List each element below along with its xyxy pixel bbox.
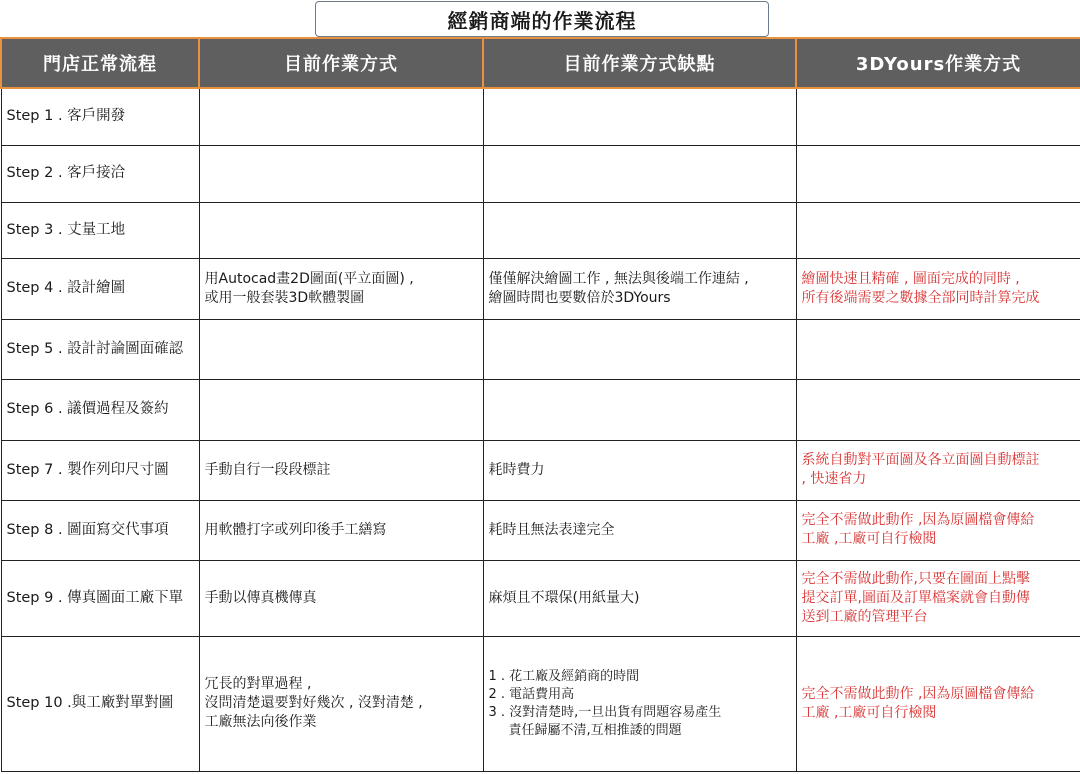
cell-line: 所有後端需要之數據全部同時計算完成	[801, 289, 1040, 306]
workflow-table	[0, 37, 1080, 772]
drawbacks-cell	[483, 440, 796, 500]
current-method-cell	[199, 145, 483, 202]
cell-line: 繪圖快速且精確 , 圖面完成的同時 ,	[801, 270, 1020, 287]
current-method-cell	[199, 258, 483, 319]
cell-line: 手動自行一段段標註	[204, 461, 331, 478]
drawbacks-cell	[483, 319, 796, 379]
header-3dyours-method: 3DYours作業方式	[796, 38, 1080, 88]
cell-line: 耗時費力	[488, 461, 545, 478]
table-row	[1, 258, 1080, 319]
step-cell: Step 3 . 丈量工地	[1, 202, 199, 258]
cell-line: 僅僅解決繪圖工作 , 無法與後端工作連結 ,	[488, 270, 749, 287]
solution-cell	[796, 440, 1080, 500]
cell-line: 或用一般套裝3D軟體製圖	[204, 289, 365, 306]
cell-line: 工廠無法向後作業	[204, 714, 317, 730]
step-cell: Step 8 . 圖面寫交代事項	[1, 500, 199, 560]
cell-line: 工廠 ,工廠可自行檢閱	[801, 704, 937, 721]
current-method-cell	[199, 88, 483, 145]
cell-line: 麻煩且不環保(用紙量大)	[488, 589, 640, 606]
cell-line: , 快速省力	[801, 471, 867, 487]
table-row	[1, 560, 1080, 636]
list-item: 3 . 沒對清楚時,一旦出貨有問題容易產生	[488, 704, 722, 720]
cell-line: 耗時且無法表達完全	[488, 521, 615, 538]
cell-line: 工廠 ,工廠可自行檢閱	[801, 531, 937, 547]
table-row	[1, 636, 1080, 771]
step-cell: Step 2 . 客戶接洽	[1, 145, 199, 202]
table-header-row	[1, 38, 1080, 88]
step-cell: Step 10 .與工廠對單對圖	[1, 636, 199, 771]
drawbacks-cell	[483, 379, 796, 440]
cell-line: 完全不需做此動作 ,因為原圖檔會傳給	[801, 512, 1035, 528]
table-row	[1, 440, 1080, 500]
table-row	[1, 145, 1080, 202]
current-method-cell	[199, 379, 483, 440]
list-item: 1 . 花工廠及經銷商的時間	[488, 668, 640, 684]
solution-cell	[796, 500, 1080, 560]
header-store-workflow: 門店正常流程	[1, 38, 199, 88]
drawbacks-cell	[483, 636, 796, 771]
cell-line: 完全不需做此動作,只要在圖面上點擊	[801, 570, 1030, 587]
cell-line: 手動以傳真機傳真	[204, 589, 317, 606]
table-row	[1, 319, 1080, 379]
cell-line: 繪圖時間也要數倍於3DYours	[488, 289, 671, 306]
step-cell: Step 5 . 設計討論圖面確認	[1, 319, 199, 379]
table-row	[1, 202, 1080, 258]
header-current-drawbacks: 目前作業方式缺點	[483, 38, 796, 88]
drawbacks-cell	[483, 88, 796, 145]
current-method-cell	[199, 636, 483, 771]
current-method-cell	[199, 202, 483, 258]
solution-cell	[796, 560, 1080, 636]
step-cell: Step 4 . 設計繪圖	[1, 258, 199, 319]
solution-cell	[796, 258, 1080, 319]
step-cell: Step 1 . 客戶開發	[1, 88, 199, 145]
cell-line: 冗長的對單過程 ,	[204, 676, 312, 692]
drawbacks-cell	[483, 560, 796, 636]
table-row	[1, 379, 1080, 440]
step-cell: Step 9 . 傳真圖面工廠下單	[1, 560, 199, 636]
drawbacks-cell	[483, 500, 796, 560]
drawbacks-cell	[483, 145, 796, 202]
cell-line: 沒問清楚還要對好幾次 , 沒對清楚 ,	[204, 695, 423, 711]
solution-cell	[796, 636, 1080, 771]
drawbacks-cell	[483, 202, 796, 258]
current-method-cell	[199, 560, 483, 636]
list-item-continuation: 責任歸屬不清,互相推諉的問題	[508, 722, 682, 738]
cell-line: 用軟體打字或列印後手工繕寫	[204, 521, 387, 538]
solution-cell	[796, 88, 1080, 145]
step-cell: Step 6 . 議價過程及簽約	[1, 379, 199, 440]
solution-cell	[796, 202, 1080, 258]
step-cell: Step 7 . 製作列印尺寸圖	[1, 440, 199, 500]
list-item: 2 . 電話費用高	[488, 686, 575, 702]
cell-line: 完全不需做此動作 ,因為原圖檔會傳給	[801, 685, 1035, 702]
solution-cell	[796, 319, 1080, 379]
page-title: 經銷商端的作業流程	[315, 1, 769, 37]
drawbacks-cell	[483, 258, 796, 319]
header-current-method: 目前作業方式	[199, 38, 483, 88]
cell-line: 用Autocad畫2D圖面(平立面圖) ,	[204, 270, 414, 287]
table-row	[1, 500, 1080, 560]
current-method-cell	[199, 500, 483, 560]
solution-cell	[796, 379, 1080, 440]
table-row	[1, 88, 1080, 145]
cell-line: 提交訂單,圖面及訂單檔案就會自動傳	[801, 589, 1030, 606]
solution-cell	[796, 145, 1080, 202]
current-method-cell	[199, 440, 483, 500]
cell-line: 送到工廠的管理平台	[801, 608, 928, 625]
cell-line: 系統自動對平面圖及各立面圖自動標註	[801, 452, 1040, 468]
current-method-cell	[199, 319, 483, 379]
